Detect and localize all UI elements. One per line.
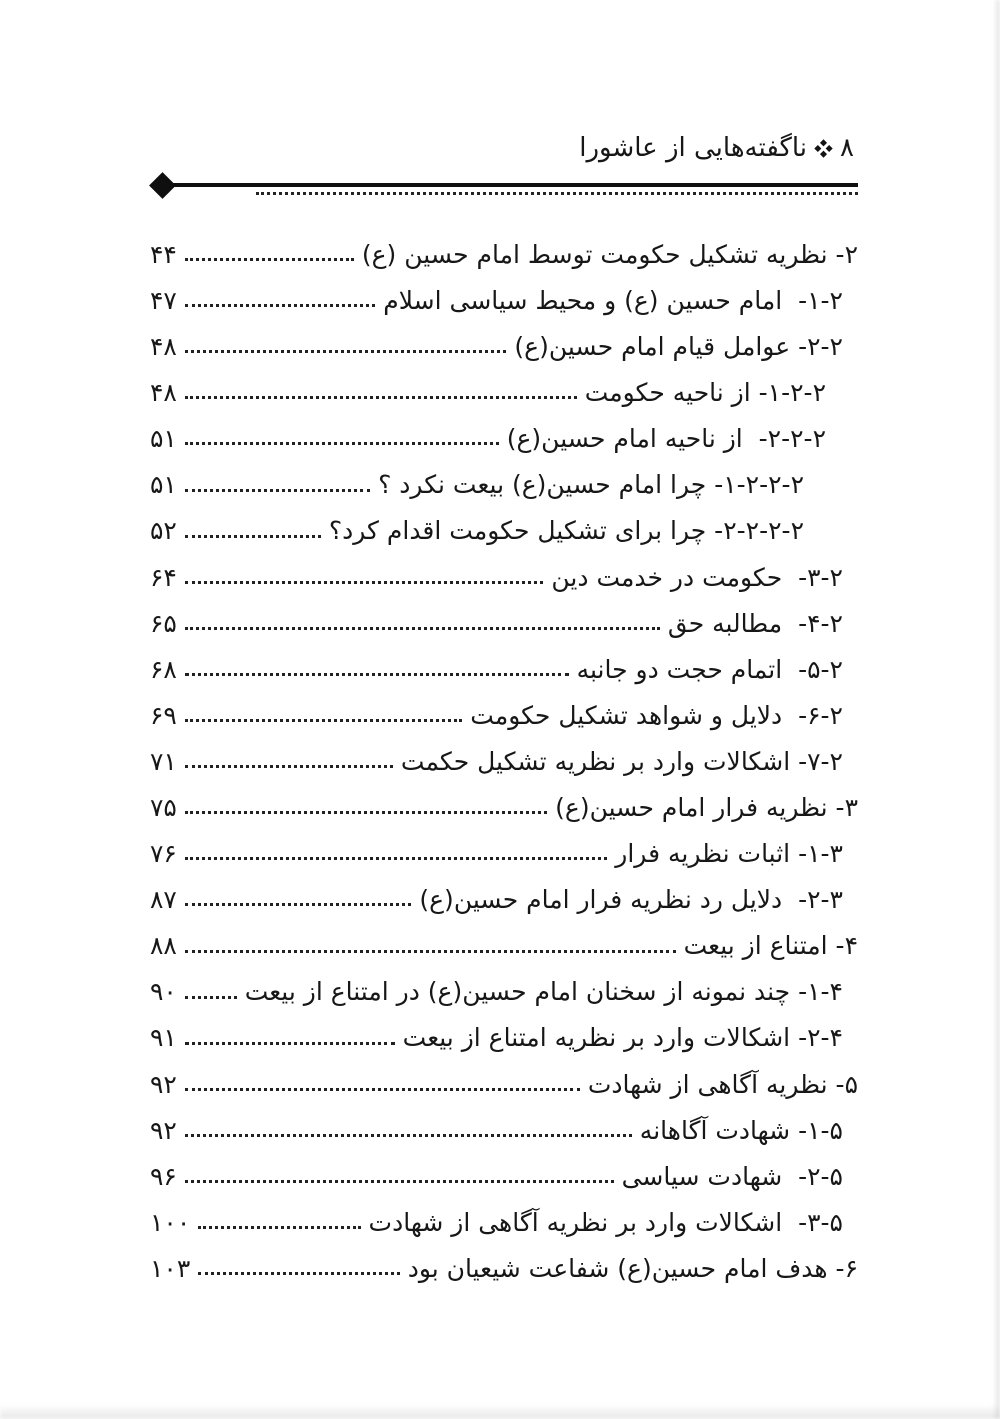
- toc-entry: [150, 639, 858, 685]
- dot-leader: [185, 731, 393, 777]
- entry-page-number: ۸۸: [150, 931, 177, 961]
- entry-label: ۳-۵- اشکالات وارد بر نظریه آگاهی از شهادت: [368, 1207, 843, 1237]
- dot-leader: [185, 685, 462, 731]
- entry-page-number: ۵۱: [150, 424, 177, 454]
- entry-page-number: ۷۵: [150, 792, 177, 822]
- entry-page-number: ۴۴: [150, 239, 177, 269]
- entry-page-number: ۸۷: [150, 885, 177, 915]
- dot-leader: [185, 869, 412, 915]
- dot-leader: [185, 915, 676, 961]
- entry-page-number: ۹۲: [150, 1069, 177, 1099]
- entry-label: ۲-۲-۲- از ناحیه امام حسین(ع): [506, 424, 826, 454]
- entry-page-number: ۷۶: [150, 839, 177, 869]
- entry-label: ۱-۲-۲- از ناحیه حکومت: [584, 378, 826, 408]
- dot-leader: [185, 639, 569, 685]
- entry-label: ۶-۲- دلایل و شواهد تشکیل حکومت: [470, 700, 843, 730]
- toc-entry: [150, 316, 858, 362]
- toc-entry: [150, 1008, 858, 1054]
- toc-entry: [150, 1146, 858, 1192]
- entry-label: ۷-۲- اشکالات وارد بر نظریه تشکیل حکمت: [400, 746, 843, 776]
- dot-leader: [185, 593, 660, 639]
- dot-leader: [185, 823, 607, 869]
- dot-leader: [185, 408, 499, 454]
- toc-entry: [150, 731, 858, 777]
- entry-page-number: ۱۰۳: [150, 1253, 191, 1283]
- divider-rule: [170, 183, 858, 187]
- toc-entry: [150, 408, 858, 454]
- dot-leader: [185, 777, 547, 823]
- entry-label: ۲-۵- شهادت سیاسی: [621, 1161, 843, 1191]
- entry-page-number: ۶۸: [150, 654, 177, 684]
- toc-entry: [150, 1192, 858, 1238]
- dot-leader: [185, 1054, 580, 1100]
- entry-label: ۵-۲- اتمام حجت دو جانبه: [576, 654, 843, 684]
- title-ornament-icon: [814, 139, 832, 157]
- toc-entry: [150, 1238, 858, 1284]
- entry-label: ۴- امتناع از بیعت: [683, 931, 858, 961]
- dot-leader: [185, 316, 507, 362]
- toc-entry: [150, 1054, 858, 1100]
- entry-page-number: ۶۵: [150, 608, 177, 638]
- divider-dotted-rule: [256, 192, 858, 195]
- entry-page-number: ۹۰: [150, 977, 177, 1007]
- entry-label: ۳-۲- حکومت در خدمت دین: [551, 562, 843, 592]
- dot-leader: [185, 1008, 395, 1054]
- dot-leader: [198, 1192, 360, 1238]
- toc-entry: [150, 1100, 858, 1146]
- dot-leader: [185, 362, 577, 408]
- folio-page-number: ۸: [840, 133, 854, 163]
- entry-label: ۴-۲- مطالبه حق: [667, 608, 843, 638]
- dot-leader: [198, 1238, 399, 1284]
- entry-label: ۱-۳- اثبات نظریه فرار: [615, 839, 843, 869]
- dot-leader: [185, 547, 544, 593]
- dot-leader: [185, 501, 321, 547]
- toc-entry: [150, 270, 858, 316]
- entry-page-number: ۵۱: [150, 470, 177, 500]
- entry-page-number: ۵۲: [150, 516, 177, 546]
- entry-page-number: ۶۹: [150, 700, 177, 730]
- entry-label: ۲-۳- دلایل رد نظریه فرار امام حسین(ع): [419, 885, 843, 915]
- dot-leader: [185, 1146, 614, 1192]
- dot-leader: [185, 224, 354, 270]
- dot-leader: [185, 270, 375, 316]
- toc-entry: [150, 962, 858, 1008]
- entry-label: ۳- نظریه فرار امام حسین(ع): [555, 792, 858, 822]
- toc-entry: [150, 501, 858, 547]
- toc-entry: [150, 823, 858, 869]
- dot-leader: [185, 454, 370, 500]
- toc-entry: [150, 547, 858, 593]
- toc-entry: [150, 869, 858, 915]
- entry-page-number: ۶۴: [150, 562, 177, 592]
- entry-label: ۱-۵- شهادت آگاهانه: [639, 1115, 843, 1145]
- toc-entry: [150, 454, 858, 500]
- entry-page-number: ۴۸: [150, 378, 177, 408]
- entry-page-number: ۷۱: [150, 746, 177, 776]
- scan-edge-artifact-bottom: [0, 1405, 1000, 1419]
- entry-page-number: ۴۸: [150, 332, 177, 362]
- dot-leader: [185, 1100, 632, 1146]
- book-title: ناگفته‌هایی از عاشورا: [579, 133, 808, 163]
- scan-edge-artifact-right: [993, 0, 1000, 1419]
- entry-page-number: ۹۲: [150, 1115, 177, 1145]
- toc-entry: [150, 593, 858, 639]
- entry-page-number: ۹۱: [150, 1023, 177, 1053]
- toc-entry: [150, 685, 858, 731]
- toc-list: [150, 224, 858, 1284]
- entry-label: ۲- نظریه تشکیل حکومت توسط امام حسین (ع): [361, 239, 858, 269]
- toc-entry: [150, 915, 858, 961]
- entry-page-number: ۱۰۰: [150, 1207, 191, 1237]
- entry-label: ۵- نظریه آگاهی از شهادت: [587, 1069, 858, 1099]
- toc-entry: [150, 362, 858, 408]
- entry-label: ۱-۲-۲-۲- چرا امام حسین(ع) بیعت نکرد ؟: [378, 470, 804, 500]
- entry-label: ۱-۴- چند نمونه از سخنان امام حسین(ع) در امتناع از بیعت: [244, 977, 843, 1007]
- entry-label: ۲-۲- عوامل قیام امام حسین(ع): [514, 332, 843, 362]
- running-header: [579, 133, 854, 164]
- toc-entry: [150, 224, 858, 270]
- entry-label: ۱-۲- امام حسین (ع) و محیط سیاسی اسلام: [383, 285, 843, 315]
- entry-label: ۲-۴- اشکالات وارد بر نظریه امتناع از بیعت: [402, 1023, 843, 1053]
- dot-leader: [185, 962, 237, 1008]
- toc-entry: [150, 777, 858, 823]
- entry-label: ۶- هدف امام حسین(ع) شفاعت شیعیان بود: [407, 1253, 858, 1283]
- entry-page-number: ۹۶: [150, 1161, 177, 1191]
- entry-label: ۲-۲-۲-۲- چرا برای تشکیل حکومت اقدام کرد؟: [328, 516, 804, 546]
- entry-page-number: ۴۷: [150, 285, 177, 315]
